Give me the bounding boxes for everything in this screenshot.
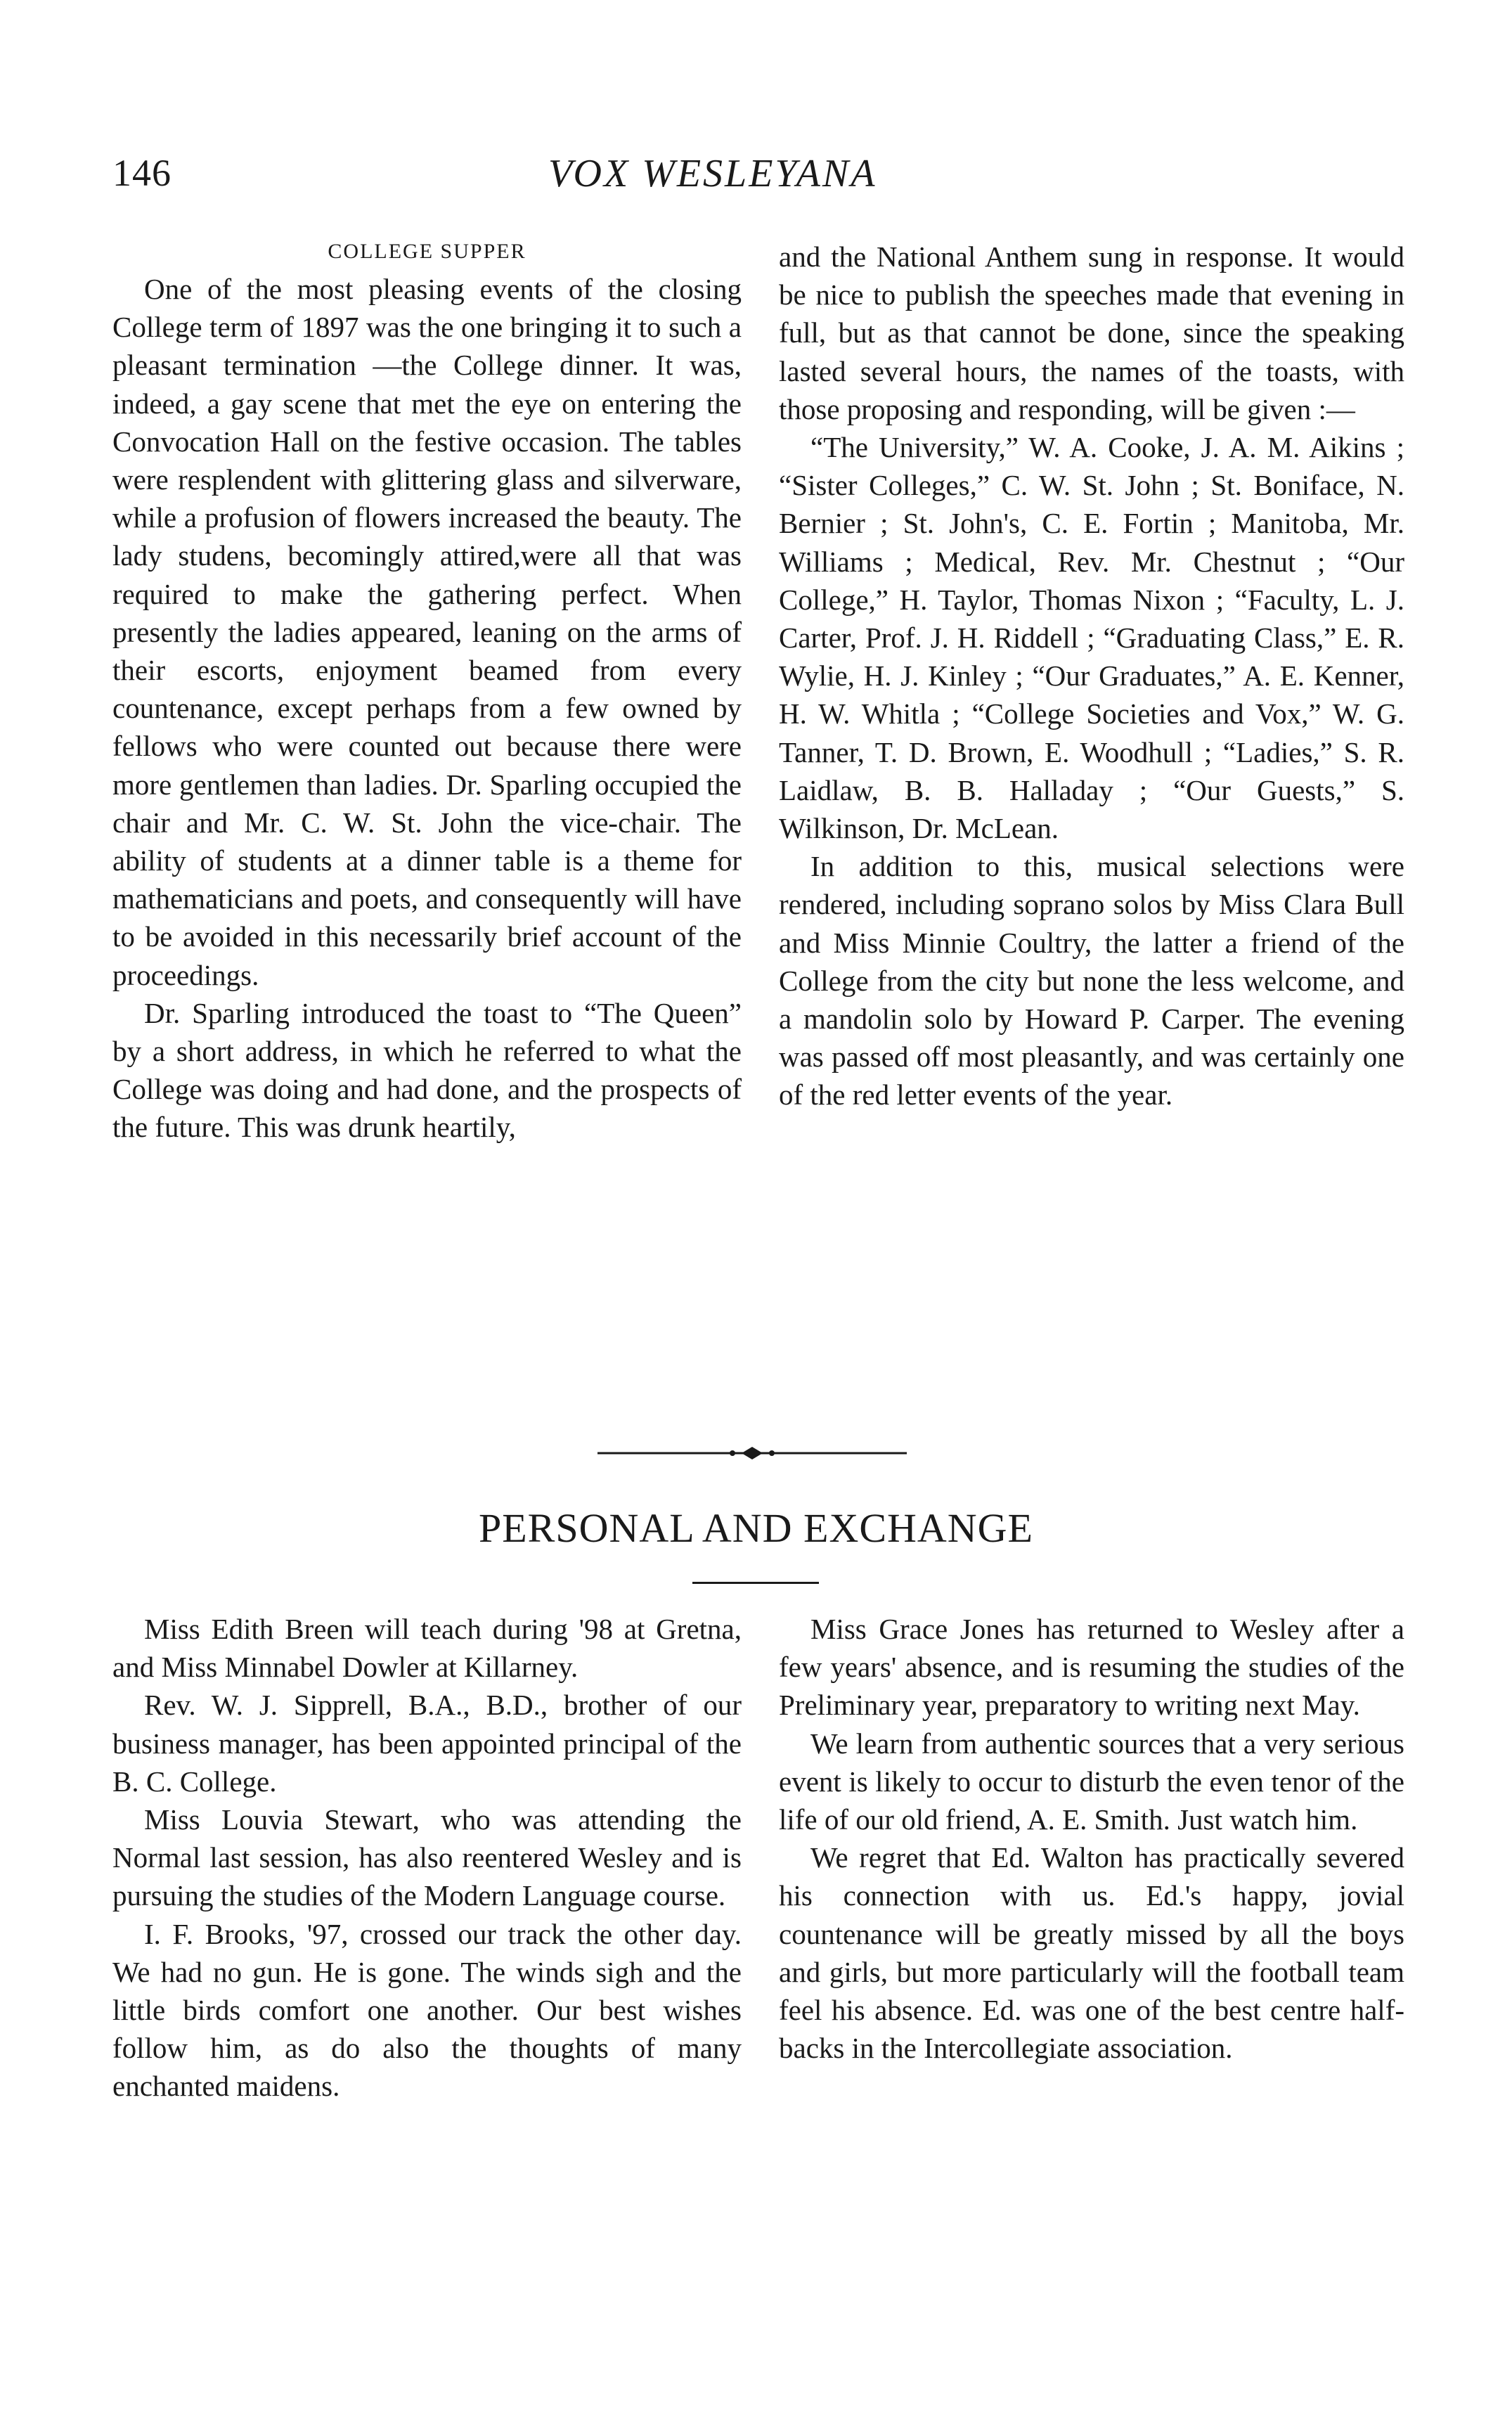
- running-head-title: VOX WESLEYANA: [548, 152, 877, 195]
- toast-list: “The University,” W. A. Cooke, J. A. M. Aikins ; “Sister Colleges,” C. W. St. John ; St. Boniface, N. Bernier ; St. John's, C. E. Fortin ; Manitoba, Mr. Williams ; Medical, Rev. Mr. Chestnut ; “Our College,” H. Taylor, Thomas Nixon ; “Faculty, L. J. Carter, Prof. J. H. Riddell ; “Graduating Class,” E. R. Wylie, H. J. Kinley ; “Our Graduates,” A. E. Kenner, H. W. Whitla ; “College Societies and Vox,” W. G. Tanner, T. D. Brown, E. Woodhull ; “Ladies,” S. R. Laidlaw, B. B. Halladay ; “Our Guests,” S. Wilkinson, Dr. McLean.: [779, 431, 1404, 845]
- personal-item: Miss Louvia Stewart, who was attending the Normal last session, has also reentered Wesley and is pursuing the studies of the Modern Language course.: [112, 1803, 742, 1912]
- personal-item: Rev. W. J. Sipprell, B.A., B.D., brother of our business manager, has been appointed principal of the B. C. College.: [112, 1689, 742, 1798]
- section-divider-ornament: [597, 1443, 907, 1464]
- section-heading: PERSONAL AND EXCHANGE: [479, 1505, 1033, 1551]
- personal-left-column: [112, 1610, 742, 2106]
- personal-item: I. F. Brooks, '97, crossed our track the other day. We had no gun. He is gone. The winds sigh and the little birds comfort one another. Our best wishes follow him, as do also the thoughts of many enchanted maidens.: [112, 1917, 742, 2103]
- page-number: 146: [112, 152, 172, 194]
- heading-underline-rule: [692, 1582, 819, 1584]
- article-paragraph: In addition to this, musical selections were rendered, including soprano solos by Miss Clara Bull and Miss Minnie Coultry, the latter a friend of the College from the city but none the less welcome, and a mandolin solo by Howard P. Carper. The evening was passed off most pleasantly, and was certainly one of the red letter events of the year.: [779, 850, 1404, 1111]
- article-paragraph-continued: and the National Anthem sung in response. It would be nice to publish the speeches made that evening in full, but as that cannot be done, since the speaking lasted several hours, the names of the toasts, with those proposing and responding, will be given :—: [779, 240, 1404, 425]
- college-supper-left-column: [112, 238, 742, 1147]
- college-supper-right-column: [779, 238, 1404, 1114]
- personal-item: Miss Edith Breen will teach during '98 at Gretna, and Miss Minnabel Dowler at Killarney.: [112, 1613, 742, 1684]
- personal-item: Miss Grace Jones has returned to Wesley after a few years' absence, and is resuming the studies of the Preliminary year, preparatory to writing next May.: [779, 1613, 1404, 1722]
- college-supper-heading: COLLEGE SUPPER: [328, 240, 526, 263]
- article-paragraph: One of the most pleasing events of the closing College term of 1897 was the one bringing it to such a pleasant termination —the College dinner. It was, indeed, a gay scene that met the eye on entering the Convocation Hall on the festive occasion. The tables were resplendent with glittering glass and silverware, while a profusion of flowers increased the beauty. The lady studens, becomingly attired,were all that was required to make the gathering perfect. When presently the ladies appeared, leaning on the arms of their escorts, enjoyment beamed from every countenance, except perhaps from a few owned by fellows who were counted out because there were more gentlemen than ladies. Dr. Sparling occupied the chair and Mr. C. W. St. John the vice-chair. The ability of students at a dinner table is a theme for mathematicians and poets, and consequently will have to be avoided in this necessarily brief account of the proceedings.: [112, 273, 742, 991]
- personal-item: We learn from authentic sources that a very serious event is likely to occur to disturb the even tenor of the life of our old friend, A. E. Smith. Just watch him.: [779, 1727, 1404, 1836]
- personal-item: We regret that Ed. Walton has practically severed his connection with us. Ed.'s happy, jovial countenance will be greatly missed by all the boys and girls, but more particularly will the football team feel his absence. Ed. was one of the best centre half-backs in the Intercollegiate association.: [779, 1841, 1404, 2065]
- personal-right-column: [779, 1610, 1404, 2067]
- article-paragraph: Dr. Sparling introduced the toast to “The Queen” by a short address, in which he referred to what the College was doing and had done, and the prospects of the future. This was drunk heartily,: [112, 996, 742, 1144]
